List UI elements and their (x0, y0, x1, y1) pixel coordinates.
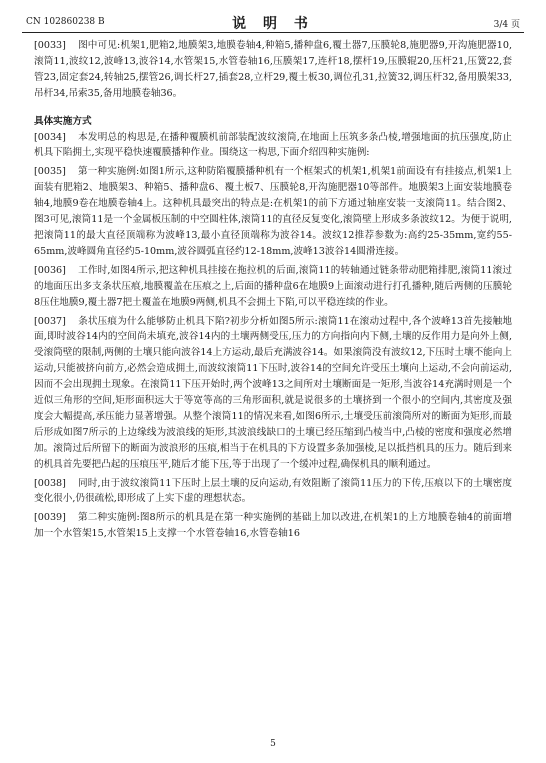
paragraph-text: 本发明总的构思是,在播种覆膜机前部装配波纹滚筒,在地面上压筑多条凸棱,增强地面的抗压强度,防止机具下陷拥土,实现平稳快速覆膜播种作业。围绕这一构思,下面介绍四种实施例: (34, 131, 512, 159)
paragraph-number: [0037] (34, 315, 66, 327)
paragraph-0034 (34, 130, 512, 162)
page-count: 3/4 页 (493, 20, 520, 30)
section-heading: 具体实施方式 (34, 115, 92, 127)
paragraph-text: 第一种实施例:如图1所示,这种防陷覆膜播种机有一个框架式的机架1,机架1前面设有有挂接点,机架1上面装有肥箱2、地膜架3、种箱5、播种盘6、覆土板7、压膜轮8,开沟施肥器10等部件。地膜架3上面安装地膜卷轴4,地膜9卷在地膜卷轴4上。这种机具最突出的特点是:在机架1的前下方通过轴座安装一支滚筒11。结合图2、图3可见,滚筒11是一个金属板压制的中空圆柱体,滚筒11的直径反复变化,滚筒壁上形成多条波纹12。为便于说明,把滚筒11的最大直径顶端称为波峰13,最小直径顶端称为波谷14。波纹12推荐参数为:高约25-35mm,宽约55-65mm,波峰圆角直径约5-10mm,波谷圆弧直径约12-18mm,波峰13波谷14圆滑连接。 (34, 166, 512, 257)
patent-number: CN 102860238 B (26, 17, 105, 27)
paragraph-text: 图中可见:机架1,肥箱2,地膜架3,地膜卷轴4,种箱5,播种盘6,覆土器7,压膜轮8,施肥器9,开沟施肥器10,滚筒11,波纹12,波峰13,波谷14,水管架15,水管卷轴16,压膜架17,连杆18,摆杆19,压膜辊20,压杆21,压簧22,套管23,固定套24,转轴25,摆管26,调长杆27,插套28,立杆29,覆土板30,调位孔31,拉簧32,调压杆32,备用膜架33,吊杆34,吊索35,备用地膜卷轴36。 (34, 40, 512, 99)
document-title: 说 明 书 (232, 16, 314, 32)
document-body (34, 38, 512, 545)
paragraph-0037 (34, 314, 512, 473)
paragraph-0036 (34, 263, 512, 311)
page-header (22, 12, 524, 33)
paragraph-0035 (34, 164, 512, 259)
paragraph-number: [0039] (34, 512, 66, 524)
paragraph-text: 同时,由于波纹滚筒11下压时上层土壤的反向运动,有效阻断了滚筒11压力的下传,压痕以下的土壤密度变化很小,仍很疏松,即形成了上实下虚的理想状态。 (34, 477, 512, 505)
paragraph-text: 第二种实施例:图8所示的机具是在第一种实施例的基础上加以改进,在机架1的上方地膜卷轴4的前面增加一个水管架15,水管架15上支撑一个水管卷轴16,水管卷轴16 (34, 512, 512, 540)
paragraph-number: [0036] (34, 264, 66, 276)
paragraph-0038 (34, 476, 512, 508)
paragraph-text: 工作时,如图4所示,把这种机具挂接在拖拉机的后面,滚筒11的转轴通过链条带动肥箱排肥,滚筒11滚过的地面压出多支条状压痕,地膜覆盖在压痕之上,后面的播种盘6在地膜9上面滚动进行打孔播种,随后两侧的压膜轮8压住地膜9,覆土器7把土覆盖在地膜9两侧,机具不会拥土下陷,可以平稳连续的作业。 (34, 264, 512, 308)
paragraph-number: [0038] (34, 477, 66, 489)
paragraph-number: [0035] (34, 166, 66, 178)
paragraph-number: [0034] (34, 131, 66, 143)
paragraph-0033 (34, 38, 512, 102)
page-number: 5 (270, 739, 276, 749)
paragraph-number: [0033] (34, 40, 66, 51)
paragraph-text: 条状压痕为什么能够防止机具下陷?初步分析如图5所示:滚筒11在滚动过程中,各个波峰13首先接触地面,即时波谷14内的空间尚未填充,波谷14内的土壤两侧受压,压力的方向指向内下侧,土壤的反作用力是向外上侧,受滚筒壁的限制,两侧的土壤只能向波谷14上方运动,最后充满波谷14。如果滚筒没有波纹12,下压时土壤不能向上运动,只能被挤向前方,必然会造成拥土,而波纹滚筒11下压时,波谷14的空间允许受压土壤向上运动,不会向前运动,因而不会出现拥土现象。在滚筒11下压开始时,两个波峰13之间所对土壤断面是一矩形,当波谷14充满时则是一个近似三角形的空间,矩形面积远大于等宽等高的三角形面积,就是说很多的土壤挤到一个很小的空间内,其密度及强度会大幅提高,承压能力显著增强。从整个滚筒11的情况来看,如图6所示,土壤受压前滚筒所对的断面为矩形,而最后形成如图7所示的上边缘线为波浪线的矩形,其波浪线缺口的土壤已经压缩到凸棱当中,凸棱的密度和强度必然增加。滚筒过后所留下的断面为波浪形的压痕,相当于在机具的下方设置多条加强棱,足以抵挡机具的压力。随后到来的机具首先要把凸起的压痕压平,随后才能下压,等于出现了一个缓冲过程,确保机具的顺利通过。 (34, 315, 512, 470)
paragraph-0039 (34, 510, 512, 542)
